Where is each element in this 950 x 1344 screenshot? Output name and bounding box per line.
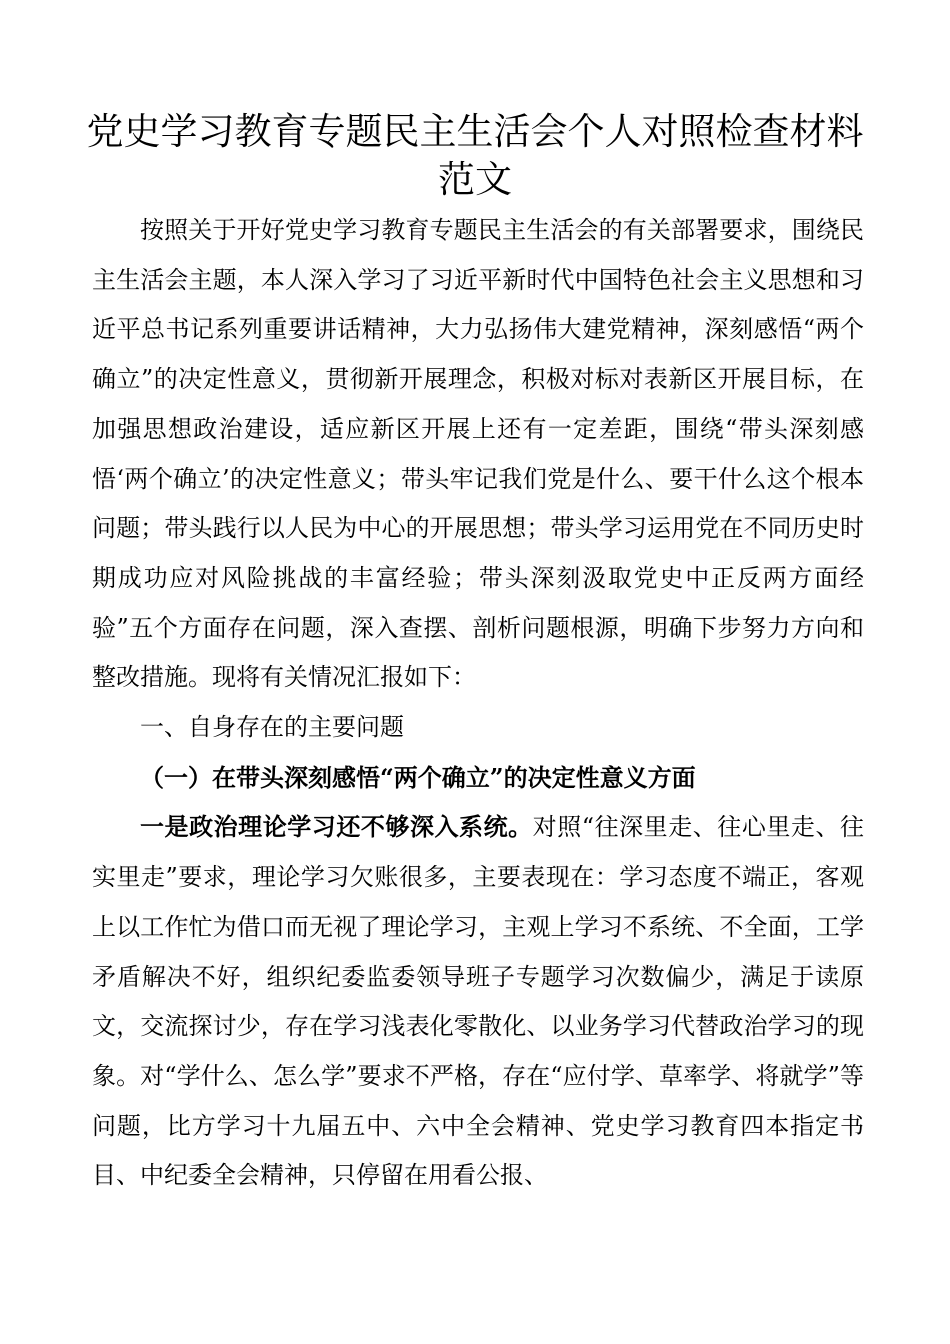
point-text: 对照“往深里走、往心里走、往实里走”要求，理论学习欠账很多，主要表现在：学习态度不端正，客观上以工作忙为借口而无视了理论学习，主观上学习不系统、不全面，工学矛盾解决不好，组织纪委监委领导班子专题学习次数偏少，满足于读原文，交流探讨少，存在学习浅表化零散化、以业务学习代替政治学习的现象。对“学什么、怎么学”要求不严格，存在“应付学、草率学、将就学”等问题，比方学习十九届五中、六中全会精神、党史学习教育四本指定书目、中纪委全会精神，只停留在用看公报、 <box>92 813 864 1190</box>
section-heading: 一、自身存在的主要问题 <box>140 713 404 742</box>
intro-paragraph: 按照关于开好党史学习教育专题民主生活会的有关部署要求，围绕民主生活会主题，本人深入学习了习近平新时代中国特色社会主义思想和习近平总书记系列重要讲话精神，大力弘扬伟大建党精神，深刻感悟“两个确立”的决定性意义，贯彻新开展理念，积极对标对表新区开展目标，在加强思想政治建设，适应新区开展上还有一定差距，围绕“带头深刻感悟‘两个确立’的决定性意义；带头牢记我们党是什么、要干什么这个根本问题；带头践行以人民为中心的开展思想；带头学习运用党在不同历史时期成功应对风险挑战的丰富经验；带头深刻汲取党史中正反两方面经验”五个方面存在问题，深入查摆、剖析问题根源，明确下步努力方向和整改措施。现将有关情况汇报如下： <box>92 216 864 692</box>
point-lead: 一是政治理论学习还不够深入系统。 <box>140 812 533 842</box>
document-body <box>92 206 864 1201</box>
subsection-heading: （一）在带头深刻感悟“两个确立”的决定性意义方面 <box>140 762 696 792</box>
point-paragraph <box>92 802 864 1201</box>
document-title: 党史学习教育专题民主生活会个人对照检查材料范文 <box>86 110 864 201</box>
